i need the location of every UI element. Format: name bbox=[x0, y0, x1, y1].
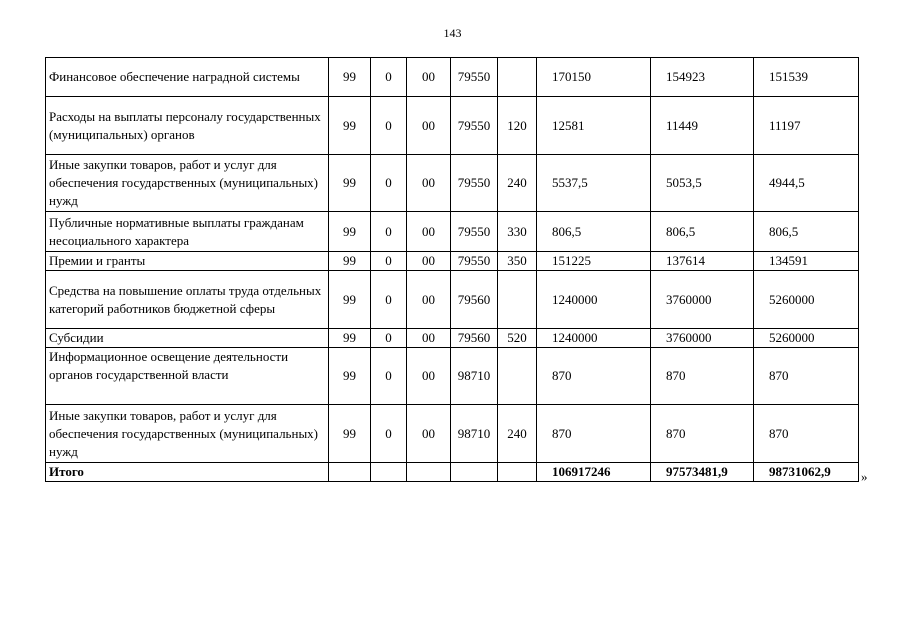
code-program: 0 bbox=[371, 348, 407, 405]
amount-year-3: 11197 bbox=[754, 97, 859, 155]
expense-name: Премии и гранты bbox=[46, 252, 329, 271]
empty-cell bbox=[371, 463, 407, 482]
code-direction: 79560 bbox=[451, 329, 498, 348]
code-program: 0 bbox=[371, 155, 407, 212]
code-ministry: 99 bbox=[329, 252, 371, 271]
amount-year-2: 5053,5 bbox=[651, 155, 754, 212]
amount-year-1: 1240000 bbox=[537, 329, 651, 348]
empty-cell bbox=[498, 463, 537, 482]
empty-cell bbox=[451, 463, 498, 482]
code-program: 0 bbox=[371, 329, 407, 348]
table-row bbox=[46, 405, 859, 463]
code-direction: 79550 bbox=[451, 155, 498, 212]
code-expense-type: 240 bbox=[498, 405, 537, 463]
closing-quote-mark: » bbox=[861, 469, 868, 484]
table-row bbox=[46, 329, 859, 348]
code-expense-type bbox=[498, 271, 537, 329]
amount-year-3: 134591 bbox=[754, 252, 859, 271]
table-row bbox=[46, 271, 859, 329]
total-year-1: 106917246 bbox=[537, 463, 651, 482]
amount-year-1: 806,5 bbox=[537, 212, 651, 252]
code-direction: 79550 bbox=[451, 212, 498, 252]
code-subprogram: 00 bbox=[407, 405, 451, 463]
table-row bbox=[46, 348, 859, 405]
code-direction: 79550 bbox=[451, 97, 498, 155]
amount-year-1: 151225 bbox=[537, 252, 651, 271]
code-ministry: 99 bbox=[329, 97, 371, 155]
amount-year-1: 870 bbox=[537, 405, 651, 463]
code-expense-type: 520 bbox=[498, 329, 537, 348]
code-subprogram: 00 bbox=[407, 155, 451, 212]
code-direction: 79550 bbox=[451, 58, 498, 97]
amount-year-2: 137614 bbox=[651, 252, 754, 271]
code-subprogram: 00 bbox=[407, 252, 451, 271]
code-subprogram: 00 bbox=[407, 329, 451, 348]
amount-year-1: 870 bbox=[537, 348, 651, 405]
amount-year-2: 11449 bbox=[651, 97, 754, 155]
total-year-2: 97573481,9 bbox=[651, 463, 754, 482]
expense-name: Иные закупки товаров, работ и услуг для обеспечения государственных (муниципальных) нужд bbox=[46, 405, 329, 463]
expense-name: Информационное освещение деятельности органов государственной власти bbox=[46, 348, 329, 405]
amount-year-2: 870 bbox=[651, 348, 754, 405]
code-expense-type bbox=[498, 58, 537, 97]
code-expense-type: 120 bbox=[498, 97, 537, 155]
expense-name: Финансовое обеспечение наградной системы bbox=[46, 58, 329, 97]
amount-year-3: 870 bbox=[754, 405, 859, 463]
code-subprogram: 00 bbox=[407, 212, 451, 252]
code-subprogram: 00 bbox=[407, 58, 451, 97]
amount-year-2: 154923 bbox=[651, 58, 754, 97]
code-subprogram: 00 bbox=[407, 97, 451, 155]
code-direction: 98710 bbox=[451, 405, 498, 463]
code-expense-type: 240 bbox=[498, 155, 537, 212]
amount-year-1: 1240000 bbox=[537, 271, 651, 329]
code-ministry: 99 bbox=[329, 212, 371, 252]
code-direction: 79550 bbox=[451, 252, 498, 271]
amount-year-2: 806,5 bbox=[651, 212, 754, 252]
amount-year-2: 870 bbox=[651, 405, 754, 463]
empty-cell bbox=[329, 463, 371, 482]
page-number: 143 bbox=[443, 26, 462, 40]
total-row bbox=[46, 463, 859, 482]
code-program: 0 bbox=[371, 58, 407, 97]
amount-year-1: 5537,5 bbox=[537, 155, 651, 212]
expense-name: Расходы на выплаты персоналу государственных (муниципальных) органов bbox=[46, 97, 329, 155]
expense-name: Публичные нормативные выплаты гражданам несоциального характера bbox=[46, 212, 329, 252]
total-label: Итого bbox=[46, 463, 329, 482]
amount-year-3: 5260000 bbox=[754, 271, 859, 329]
amount-year-3: 151539 bbox=[754, 58, 859, 97]
table-row bbox=[46, 252, 859, 271]
code-program: 0 bbox=[371, 252, 407, 271]
table-row bbox=[46, 155, 859, 212]
total-year-3: 98731062,9 bbox=[754, 463, 859, 482]
table-row bbox=[46, 97, 859, 155]
code-program: 0 bbox=[371, 405, 407, 463]
expense-name: Средства на повышение оплаты труда отдельных категорий работников бюджетной сферы bbox=[46, 271, 329, 329]
amount-year-3: 806,5 bbox=[754, 212, 859, 252]
code-direction: 79560 bbox=[451, 271, 498, 329]
expense-name: Субсидии bbox=[46, 329, 329, 348]
code-program: 0 bbox=[371, 212, 407, 252]
expense-name: Иные закупки товаров, работ и услуг для обеспечения государственных (муниципальных) нужд bbox=[46, 155, 329, 212]
code-ministry: 99 bbox=[329, 405, 371, 463]
code-direction: 98710 bbox=[451, 348, 498, 405]
code-expense-type: 330 bbox=[498, 212, 537, 252]
amount-year-3: 5260000 bbox=[754, 329, 859, 348]
code-subprogram: 00 bbox=[407, 271, 451, 329]
table-row bbox=[46, 58, 859, 97]
code-ministry: 99 bbox=[329, 58, 371, 97]
amount-year-3: 4944,5 bbox=[754, 155, 859, 212]
code-expense-type bbox=[498, 348, 537, 405]
table-row bbox=[46, 212, 859, 252]
amount-year-2: 3760000 bbox=[651, 329, 754, 348]
empty-cell bbox=[407, 463, 451, 482]
amount-year-2: 3760000 bbox=[651, 271, 754, 329]
code-program: 0 bbox=[371, 97, 407, 155]
code-expense-type: 350 bbox=[498, 252, 537, 271]
code-ministry: 99 bbox=[329, 329, 371, 348]
code-ministry: 99 bbox=[329, 348, 371, 405]
amount-year-1: 12581 bbox=[537, 97, 651, 155]
code-ministry: 99 bbox=[329, 155, 371, 212]
code-subprogram: 00 bbox=[407, 348, 451, 405]
budget-table bbox=[45, 57, 859, 482]
amount-year-3: 870 bbox=[754, 348, 859, 405]
code-program: 0 bbox=[371, 271, 407, 329]
amount-year-1: 170150 bbox=[537, 58, 651, 97]
code-ministry: 99 bbox=[329, 271, 371, 329]
